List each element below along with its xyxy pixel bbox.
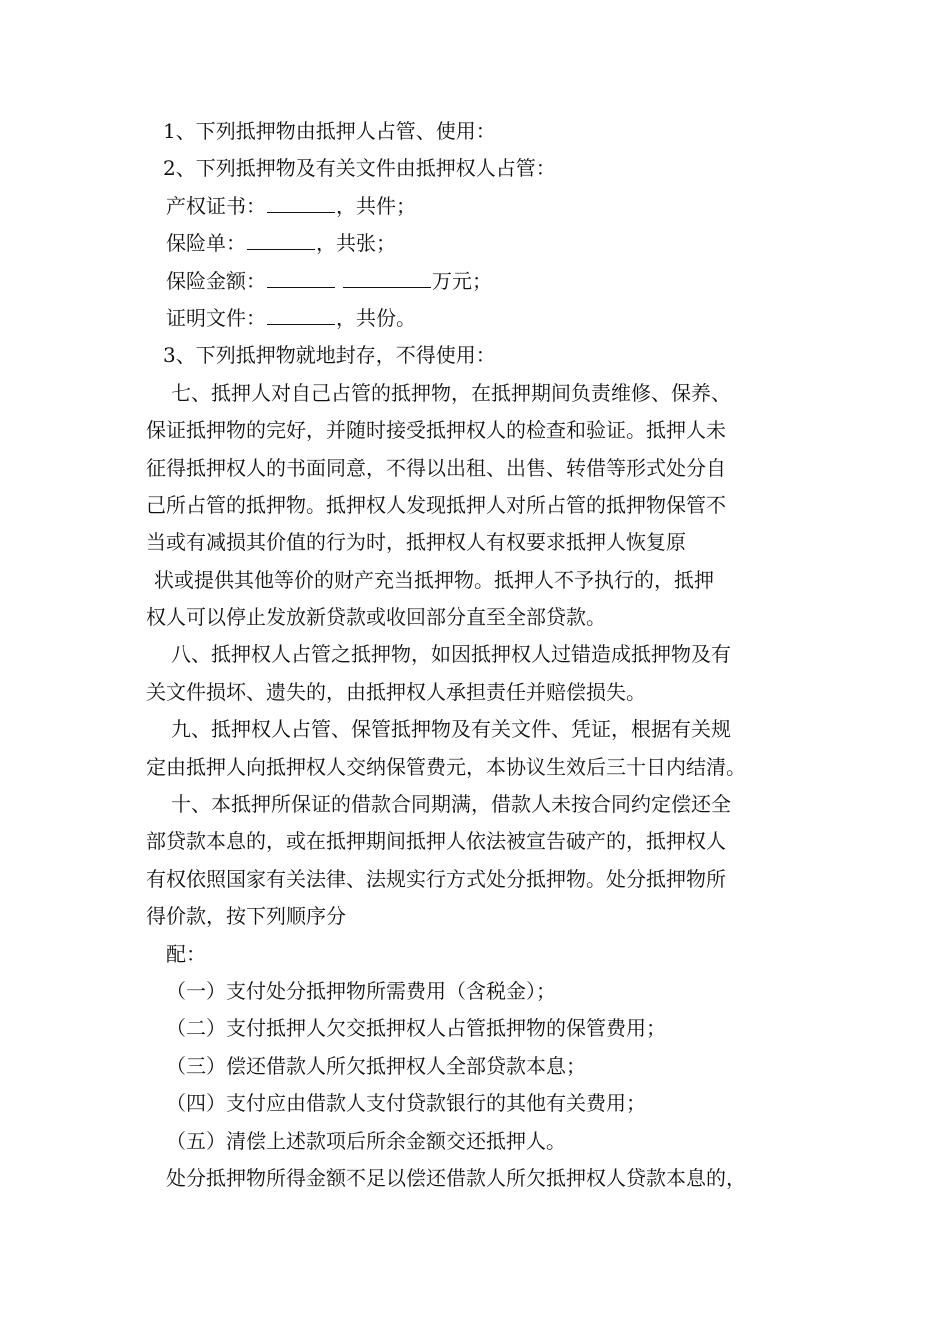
clause-7-line: 征得抵押权人的书面同意，不得以出租、出售、转借等形式处分自 bbox=[146, 455, 726, 480]
insurance-policy-line bbox=[146, 225, 816, 262]
insurance-amount-blank-1 bbox=[267, 265, 335, 288]
clause-9-line: 定由抵押人向抵押权人交纳保管费元，本协议生效后三十日内结清。 bbox=[146, 754, 746, 779]
item-2: 2、下列抵押物及有关文件由抵押权人占管： bbox=[163, 156, 556, 181]
clause-8-line: 八、抵押权人占管之抵押物，如因抵押权人过错造成抵押物及有 bbox=[171, 642, 731, 667]
clause-10-line: 十、本抵押所保证的借款合同期满，借款人未按合同约定偿还全 bbox=[171, 792, 731, 817]
clause-9-line: 九、抵押权人占管、保管抵押物及有关文件、凭证，根据有关规 bbox=[171, 717, 731, 742]
insurance-policy-suffix: ，共张； bbox=[316, 231, 396, 256]
property-cert-suffix: ，共件； bbox=[336, 193, 416, 218]
clause-7-line: 保证抵押物的完好，并随时接受抵押权人的检查和验证。抵押人未 bbox=[146, 418, 726, 443]
proof-docs-line bbox=[146, 300, 816, 337]
distribution-item: （一）支付处分抵押物所需费用（含税金）； bbox=[166, 978, 556, 1003]
property-cert-line bbox=[146, 188, 816, 225]
distribution-item: （四）支付应由借款人支付贷款银行的其他有关费用； bbox=[166, 1091, 646, 1116]
clause-8-line: 关文件损坏、遗失的，由抵押权人承担责任并赔偿损失。 bbox=[146, 679, 646, 704]
clause-10-line: 有权依照国家有关法律、法规实行方式处分抵押物。处分抵押物所 bbox=[146, 866, 726, 891]
clause-7-line: 七、抵押人对自己占管的抵押物，在抵押期间负责维修、保养、 bbox=[171, 380, 731, 405]
document-body bbox=[146, 113, 816, 1197]
proof-docs-label: 证明文件： bbox=[166, 305, 266, 330]
insurance-amount-blank-2 bbox=[343, 265, 431, 288]
clause-10-line: 部贷款本息的，或在抵押期间抵押人依法被宣告破产的，抵押权人 bbox=[146, 829, 726, 854]
property-cert-label: 产权证书： bbox=[166, 193, 266, 218]
distribution-item: （五）清偿上述款项后所余金额交还抵押人。 bbox=[166, 1128, 566, 1153]
insurance-amount-label: 保险金额： bbox=[166, 268, 266, 293]
property-cert-blank bbox=[267, 190, 335, 213]
proof-docs-blank bbox=[267, 302, 335, 325]
clause-7-line: 己所占管的抵押物。抵押权人发现抵押人对所占管的抵押物保管不 bbox=[146, 492, 726, 517]
clause-7-line: 状或提供其他等价的财产充当抵押物。抵押人不予执行的，抵押 bbox=[154, 567, 714, 592]
clause-7-line: 当或有减损其价值的行为时，抵押权人有权要求抵押人恢复原 bbox=[146, 530, 686, 555]
distribution-item: （二）支付抵押人欠交抵押权人占管抵押物的保管费用； bbox=[166, 1016, 666, 1041]
insurance-policy-label: 保险单： bbox=[166, 231, 246, 256]
insurance-policy-blank bbox=[247, 227, 315, 250]
closing-line: 处分抵押物所得金额不足以偿还借款人所欠抵押权人贷款本息的， bbox=[166, 1165, 746, 1190]
distribution-item: （三）偿还借款人所欠抵押权人全部贷款本息； bbox=[166, 1053, 586, 1078]
clause-7-line: 权人可以停止发放新贷款或收回部分直至全部贷款。 bbox=[146, 605, 606, 630]
clause-10-line: 得价款，按下列顺序分 bbox=[146, 904, 346, 929]
proof-docs-suffix: ，共份。 bbox=[336, 305, 416, 330]
insurance-amount-line bbox=[146, 263, 816, 300]
clause-10-line: 配： bbox=[166, 941, 206, 966]
insurance-amount-suffix: 万元； bbox=[432, 268, 492, 293]
item-1: 1、下列抵押物由抵押人占管、使用： bbox=[163, 119, 496, 143]
item-3: 3、下列抵押物就地封存，不得使用： bbox=[163, 343, 496, 368]
